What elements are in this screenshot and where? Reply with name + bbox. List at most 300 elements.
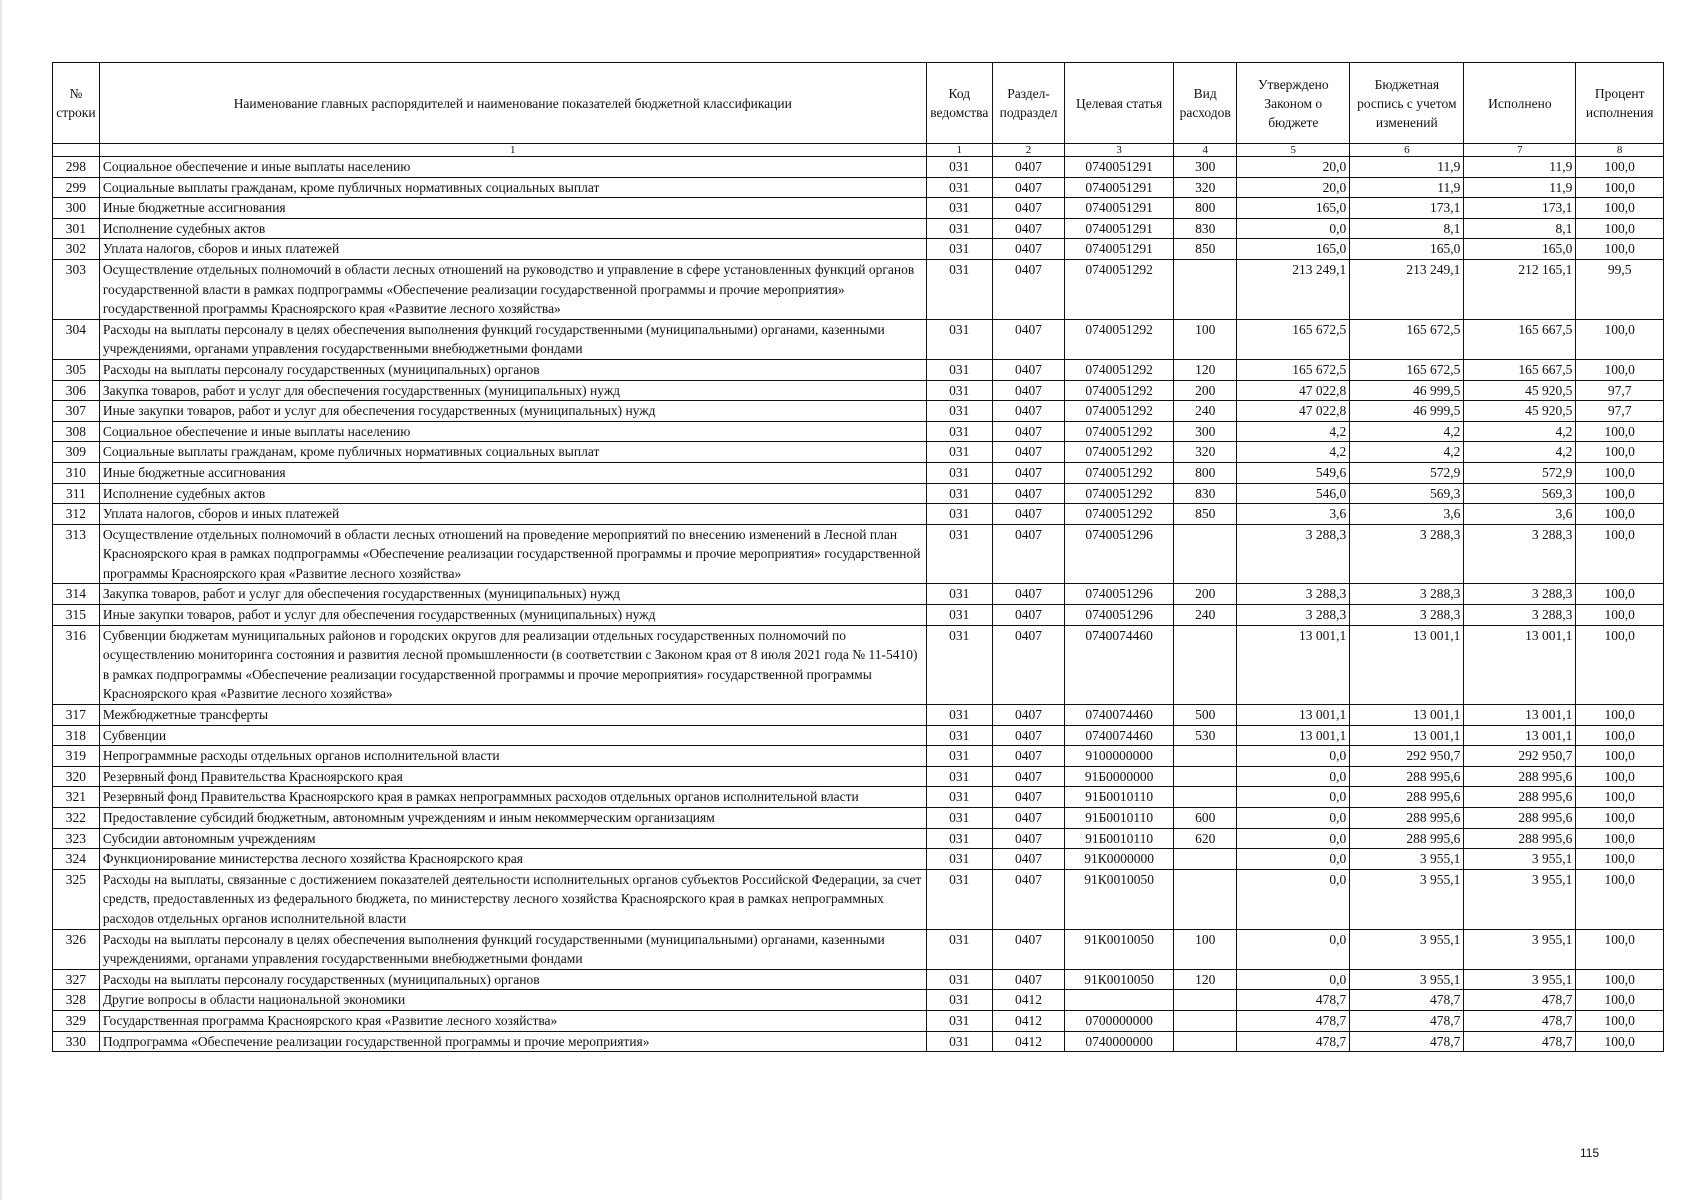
row-kind: 100 <box>1174 319 1237 359</box>
row-percent: 100,0 <box>1576 746 1664 767</box>
header-code: Код ведомства <box>926 63 992 144</box>
row-name: Расходы на выплаты, связанные с достижением показателей деятельности исполнительных органов субъектов Российской Федерации, за счет средств, предоставленных из федерального бюджета, по министерству лесного хозяйства Красноярского края в рамках непрограммных расходов отдельных органов исполнительной власти <box>99 869 926 929</box>
row-target: 0740051291 <box>1065 157 1174 178</box>
header-target: Целевая статья <box>1065 63 1174 144</box>
row-section: 0407 <box>992 787 1064 808</box>
row-code: 031 <box>926 524 992 584</box>
table-row <box>53 380 1664 401</box>
row-section: 0407 <box>992 869 1064 929</box>
row-approved: 13 001,1 <box>1237 625 1350 704</box>
row-executed: 165 667,5 <box>1464 359 1576 380</box>
row-code: 031 <box>926 929 992 969</box>
row-target: 91Б0010110 <box>1065 787 1174 808</box>
row-executed: 8,1 <box>1464 218 1576 239</box>
row-percent: 100,0 <box>1576 218 1664 239</box>
header-name: Наименование главных распорядителей и наименование показателей бюджетной классификации <box>99 63 926 144</box>
row-number: 303 <box>53 259 100 319</box>
row-target: 0740051292 <box>1065 401 1174 422</box>
row-kind: 240 <box>1174 605 1237 626</box>
row-code: 031 <box>926 1031 992 1052</box>
row-approved: 20,0 <box>1237 157 1350 178</box>
table-row <box>53 401 1664 422</box>
table-row <box>53 239 1664 260</box>
row-number: 324 <box>53 849 100 870</box>
row-budget: 288 995,6 <box>1350 787 1464 808</box>
row-number: 313 <box>53 524 100 584</box>
row-code: 031 <box>926 869 992 929</box>
row-section: 0407 <box>992 259 1064 319</box>
row-executed: 288 995,6 <box>1464 808 1576 829</box>
row-name: Расходы на выплаты персоналу государственных (муниципальных) органов <box>99 359 926 380</box>
row-executed: 478,7 <box>1464 1010 1576 1031</box>
row-name: Осуществление отдельных полномочий в области лесных отношений на руководство и управление в сфере установленных функций органов государственной власти в рамках подпрограммы «Обеспечение реализации государственной программы и прочие мероприятия» государственной программы Красноярского края «Развитие лесного хозяйства» <box>99 259 926 319</box>
row-executed: 478,7 <box>1464 990 1576 1011</box>
row-target: 0740051292 <box>1065 380 1174 401</box>
row-code: 031 <box>926 625 992 704</box>
row-code: 031 <box>926 746 992 767</box>
row-section: 0407 <box>992 584 1064 605</box>
row-number: 328 <box>53 990 100 1011</box>
row-approved: 3 288,3 <box>1237 584 1350 605</box>
table-row <box>53 746 1664 767</box>
row-number: 322 <box>53 808 100 829</box>
table-row <box>53 584 1664 605</box>
row-kind: 320 <box>1174 442 1237 463</box>
row-approved: 3,6 <box>1237 504 1350 525</box>
table-row <box>53 929 1664 969</box>
row-name: Иные бюджетные ассигнования <box>99 462 926 483</box>
row-target: 0740051296 <box>1065 584 1174 605</box>
row-code: 031 <box>926 442 992 463</box>
row-number: 308 <box>53 421 100 442</box>
budget-report-page <box>52 62 1664 1052</box>
row-kind: 300 <box>1174 421 1237 442</box>
row-approved: 0,0 <box>1237 218 1350 239</box>
row-section: 0412 <box>992 1010 1064 1031</box>
row-target: 91К0000000 <box>1065 849 1174 870</box>
row-section: 0407 <box>992 504 1064 525</box>
table-row <box>53 705 1664 726</box>
row-section: 0407 <box>992 725 1064 746</box>
header-section: Раздел-подраздел <box>992 63 1064 144</box>
row-percent: 100,0 <box>1576 319 1664 359</box>
row-target: 91Б0000000 <box>1065 766 1174 787</box>
row-section: 0407 <box>992 421 1064 442</box>
row-section: 0407 <box>992 198 1064 219</box>
table-row <box>53 969 1664 990</box>
row-name: Субсидии автономным учреждениям <box>99 828 926 849</box>
row-name: Уплата налогов, сборов и иных платежей <box>99 239 926 260</box>
row-target: 0740051292 <box>1065 359 1174 380</box>
row-budget: 292 950,7 <box>1350 746 1464 767</box>
row-executed: 288 995,6 <box>1464 828 1576 849</box>
row-target: 91Б0010110 <box>1065 808 1174 829</box>
row-approved: 213 249,1 <box>1237 259 1350 319</box>
row-budget: 478,7 <box>1350 1031 1464 1052</box>
row-budget: 3,6 <box>1350 504 1464 525</box>
row-name: Иные закупки товаров, работ и услуг для обеспечения государственных (муниципальных) нужд <box>99 605 926 626</box>
table-row <box>53 766 1664 787</box>
row-percent: 100,0 <box>1576 198 1664 219</box>
row-number: 314 <box>53 584 100 605</box>
row-kind <box>1174 1031 1237 1052</box>
row-number: 317 <box>53 705 100 726</box>
row-percent: 100,0 <box>1576 584 1664 605</box>
table-row <box>53 421 1664 442</box>
column-number: 2 <box>992 144 1064 157</box>
row-approved: 0,0 <box>1237 787 1350 808</box>
row-executed: 3 955,1 <box>1464 869 1576 929</box>
row-budget: 3 955,1 <box>1350 969 1464 990</box>
row-percent: 100,0 <box>1576 504 1664 525</box>
table-row <box>53 442 1664 463</box>
row-kind: 120 <box>1174 969 1237 990</box>
row-kind: 530 <box>1174 725 1237 746</box>
row-section: 0407 <box>992 625 1064 704</box>
row-executed: 11,9 <box>1464 157 1576 178</box>
row-section: 0407 <box>992 746 1064 767</box>
row-approved: 47 022,8 <box>1237 401 1350 422</box>
row-budget: 213 249,1 <box>1350 259 1464 319</box>
row-target: 0700000000 <box>1065 1010 1174 1031</box>
row-section: 0407 <box>992 766 1064 787</box>
row-percent: 100,0 <box>1576 969 1664 990</box>
row-target: 0740051292 <box>1065 462 1174 483</box>
row-number: 302 <box>53 239 100 260</box>
row-name: Социальные выплаты гражданам, кроме публичных нормативных социальных выплат <box>99 177 926 198</box>
row-name: Субвенции бюджетам муниципальных районов и городских округов для реализации отдельных государственных полномочий по осуществлению мониторинга состояния и развития лесной промышленности (в соответствии с Законом края от 8 июля 2021 года № 11-5410) в рамках подпрограммы «Обеспечение реализации государственной программы и прочие мероприятия» государственной программы Красноярского края «Развитие лесного хозяйства» <box>99 625 926 704</box>
row-target: 0740000000 <box>1065 1031 1174 1052</box>
row-section: 0407 <box>992 524 1064 584</box>
row-approved: 546,0 <box>1237 483 1350 504</box>
table-row <box>53 990 1664 1011</box>
row-kind: 830 <box>1174 483 1237 504</box>
column-number-row <box>53 144 1664 157</box>
row-target: 91К0010050 <box>1065 929 1174 969</box>
row-code: 031 <box>926 198 992 219</box>
row-target: 0740074460 <box>1065 725 1174 746</box>
row-approved: 478,7 <box>1237 1031 1350 1052</box>
column-number: 6 <box>1350 144 1464 157</box>
table-row <box>53 828 1664 849</box>
row-kind: 500 <box>1174 705 1237 726</box>
row-name: Резервный фонд Правительства Красноярского края в рамках непрограммных расходов отдельных органов исполнительной власти <box>99 787 926 808</box>
row-number: 304 <box>53 319 100 359</box>
row-section: 0407 <box>992 929 1064 969</box>
row-target: 0740051296 <box>1065 524 1174 584</box>
row-section: 0407 <box>992 442 1064 463</box>
row-approved: 0,0 <box>1237 869 1350 929</box>
row-kind <box>1174 259 1237 319</box>
row-budget: 3 955,1 <box>1350 849 1464 870</box>
row-name: Предоставление субсидий бюджетным, автономным учреждениям и иным некоммерческим организациям <box>99 808 926 829</box>
row-name: Подпрограмма «Обеспечение реализации государственной программы и прочие мероприятия» <box>99 1031 926 1052</box>
row-number: 330 <box>53 1031 100 1052</box>
row-percent: 100,0 <box>1576 929 1664 969</box>
column-number: 8 <box>1576 144 1664 157</box>
row-kind <box>1174 746 1237 767</box>
row-approved: 0,0 <box>1237 766 1350 787</box>
row-number: 305 <box>53 359 100 380</box>
row-budget: 11,9 <box>1350 157 1464 178</box>
row-kind: 850 <box>1174 504 1237 525</box>
table-row <box>53 808 1664 829</box>
row-name: Осуществление отдельных полномочий в области лесных отношений на проведение мероприятий по внесению изменений в Лесной план Красноярского края в рамках подпрограммы «Обеспечение реализации государственной программы и прочие мероприятия» государственной программы Красноярского края «Развитие лесного хозяйства» <box>99 524 926 584</box>
row-section: 0407 <box>992 605 1064 626</box>
row-number: 310 <box>53 462 100 483</box>
row-percent: 100,0 <box>1576 849 1664 870</box>
row-code: 031 <box>926 725 992 746</box>
row-kind <box>1174 869 1237 929</box>
row-executed: 569,3 <box>1464 483 1576 504</box>
column-number: 1 <box>99 144 926 157</box>
row-code: 031 <box>926 483 992 504</box>
row-target: 0740051292 <box>1065 259 1174 319</box>
row-budget: 173,1 <box>1350 198 1464 219</box>
table-row <box>53 869 1664 929</box>
row-number: 323 <box>53 828 100 849</box>
row-number: 315 <box>53 605 100 626</box>
row-budget: 46 999,5 <box>1350 401 1464 422</box>
row-budget: 288 995,6 <box>1350 828 1464 849</box>
row-code: 031 <box>926 421 992 442</box>
row-budget: 13 001,1 <box>1350 705 1464 726</box>
row-percent: 100,0 <box>1576 359 1664 380</box>
header-percent: Процент исполнения <box>1576 63 1664 144</box>
row-budget: 165,0 <box>1350 239 1464 260</box>
table-row <box>53 504 1664 525</box>
row-kind: 320 <box>1174 177 1237 198</box>
row-section: 0407 <box>992 483 1064 504</box>
row-target: 0740051296 <box>1065 605 1174 626</box>
row-percent: 100,0 <box>1576 1031 1664 1052</box>
table-row <box>53 524 1664 584</box>
row-executed: 165 667,5 <box>1464 319 1576 359</box>
row-percent: 100,0 <box>1576 239 1664 260</box>
row-approved: 549,6 <box>1237 462 1350 483</box>
row-kind: 600 <box>1174 808 1237 829</box>
row-approved: 0,0 <box>1237 808 1350 829</box>
row-code: 031 <box>926 462 992 483</box>
table-row <box>53 259 1664 319</box>
row-kind: 200 <box>1174 584 1237 605</box>
header-budget: Бюджетная роспись с учетом изменений <box>1350 63 1464 144</box>
column-number: 1 <box>926 144 992 157</box>
row-name: Другие вопросы в области национальной экономики <box>99 990 926 1011</box>
row-code: 031 <box>926 380 992 401</box>
row-approved: 0,0 <box>1237 828 1350 849</box>
row-code: 031 <box>926 319 992 359</box>
row-kind: 300 <box>1174 157 1237 178</box>
row-executed: 3,6 <box>1464 504 1576 525</box>
row-kind <box>1174 766 1237 787</box>
row-percent: 100,0 <box>1576 483 1664 504</box>
table-row <box>53 605 1664 626</box>
column-number: 3 <box>1065 144 1174 157</box>
row-code: 031 <box>926 177 992 198</box>
row-kind: 120 <box>1174 359 1237 380</box>
table-row <box>53 1010 1664 1031</box>
row-percent: 100,0 <box>1576 442 1664 463</box>
row-name: Иные бюджетные ассигнования <box>99 198 926 219</box>
row-budget: 288 995,6 <box>1350 766 1464 787</box>
row-kind <box>1174 990 1237 1011</box>
row-executed: 13 001,1 <box>1464 725 1576 746</box>
row-section: 0407 <box>992 849 1064 870</box>
row-approved: 13 001,1 <box>1237 725 1350 746</box>
row-percent: 100,0 <box>1576 787 1664 808</box>
table-row <box>53 359 1664 380</box>
row-executed: 288 995,6 <box>1464 766 1576 787</box>
row-percent: 100,0 <box>1576 705 1664 726</box>
row-name: Социальные выплаты гражданам, кроме публичных нормативных социальных выплат <box>99 442 926 463</box>
row-code: 031 <box>926 787 992 808</box>
row-approved: 47 022,8 <box>1237 380 1350 401</box>
row-code: 031 <box>926 808 992 829</box>
row-kind <box>1174 1010 1237 1031</box>
row-section: 0407 <box>992 239 1064 260</box>
row-approved: 165 672,5 <box>1237 319 1350 359</box>
row-code: 031 <box>926 705 992 726</box>
budget-table <box>52 62 1664 1052</box>
row-budget: 165 672,5 <box>1350 319 1464 359</box>
row-budget: 4,2 <box>1350 442 1464 463</box>
row-number: 327 <box>53 969 100 990</box>
row-target: 0740051291 <box>1065 218 1174 239</box>
row-name: Государственная программа Красноярского края «Развитие лесного хозяйства» <box>99 1010 926 1031</box>
row-kind <box>1174 625 1237 704</box>
row-percent: 100,0 <box>1576 625 1664 704</box>
table-body <box>53 157 1664 1052</box>
row-target: 0740051292 <box>1065 421 1174 442</box>
row-section: 0407 <box>992 808 1064 829</box>
row-number: 316 <box>53 625 100 704</box>
row-name: Расходы на выплаты персоналу государственных (муниципальных) органов <box>99 969 926 990</box>
row-name: Иные закупки товаров, работ и услуг для обеспечения государственных (муниципальных) нужд <box>99 401 926 422</box>
row-executed: 3 288,3 <box>1464 605 1576 626</box>
row-percent: 97,7 <box>1576 380 1664 401</box>
row-approved: 165,0 <box>1237 198 1350 219</box>
row-kind <box>1174 849 1237 870</box>
row-budget: 478,7 <box>1350 990 1464 1011</box>
row-target <box>1065 990 1174 1011</box>
row-budget: 46 999,5 <box>1350 380 1464 401</box>
row-target: 0740051292 <box>1065 442 1174 463</box>
row-percent: 97,7 <box>1576 401 1664 422</box>
column-number: 4 <box>1174 144 1237 157</box>
row-kind: 800 <box>1174 198 1237 219</box>
row-approved: 13 001,1 <box>1237 705 1350 726</box>
table-row <box>53 725 1664 746</box>
row-number: 306 <box>53 380 100 401</box>
row-number: 320 <box>53 766 100 787</box>
row-target: 0740051292 <box>1065 504 1174 525</box>
row-name: Субвенции <box>99 725 926 746</box>
row-executed: 13 001,1 <box>1464 705 1576 726</box>
row-code: 031 <box>926 218 992 239</box>
row-code: 031 <box>926 969 992 990</box>
row-budget: 3 955,1 <box>1350 929 1464 969</box>
header-kind: Вид расходов <box>1174 63 1237 144</box>
page-number: 115 <box>1580 1146 1600 1160</box>
column-number-blank <box>53 144 100 157</box>
row-code: 031 <box>926 605 992 626</box>
row-executed: 212 165,1 <box>1464 259 1576 319</box>
row-kind: 620 <box>1174 828 1237 849</box>
row-executed: 3 955,1 <box>1464 969 1576 990</box>
row-number: 321 <box>53 787 100 808</box>
row-section: 0407 <box>992 380 1064 401</box>
row-target: 91К0010050 <box>1065 969 1174 990</box>
row-number: 309 <box>53 442 100 463</box>
row-approved: 478,7 <box>1237 990 1350 1011</box>
row-target: 0740074460 <box>1065 625 1174 704</box>
row-number: 318 <box>53 725 100 746</box>
row-kind: 200 <box>1174 380 1237 401</box>
header-approved: Утверждено Законом о бюджете <box>1237 63 1350 144</box>
row-executed: 3 288,3 <box>1464 524 1576 584</box>
row-kind <box>1174 524 1237 584</box>
row-target: 91К0010050 <box>1065 869 1174 929</box>
row-section: 0412 <box>992 1031 1064 1052</box>
row-budget: 13 001,1 <box>1350 625 1464 704</box>
row-executed: 4,2 <box>1464 421 1576 442</box>
row-number: 300 <box>53 198 100 219</box>
row-percent: 100,0 <box>1576 462 1664 483</box>
row-kind <box>1174 787 1237 808</box>
column-number: 7 <box>1464 144 1576 157</box>
table-row <box>53 462 1664 483</box>
row-name: Закупка товаров, работ и услуг для обеспечения государственных (муниципальных) нужд <box>99 380 926 401</box>
row-approved: 165,0 <box>1237 239 1350 260</box>
row-percent: 100,0 <box>1576 605 1664 626</box>
row-section: 0407 <box>992 969 1064 990</box>
row-percent: 99,5 <box>1576 259 1664 319</box>
scan-edge <box>0 0 2 1200</box>
row-executed: 478,7 <box>1464 1031 1576 1052</box>
table-row <box>53 625 1664 704</box>
row-approved: 4,2 <box>1237 421 1350 442</box>
row-executed: 165,0 <box>1464 239 1576 260</box>
row-kind: 100 <box>1174 929 1237 969</box>
row-approved: 20,0 <box>1237 177 1350 198</box>
row-code: 031 <box>926 359 992 380</box>
row-kind: 800 <box>1174 462 1237 483</box>
row-percent: 100,0 <box>1576 1010 1664 1031</box>
table-row <box>53 218 1664 239</box>
row-number: 301 <box>53 218 100 239</box>
row-section: 0407 <box>992 359 1064 380</box>
row-budget: 4,2 <box>1350 421 1464 442</box>
row-approved: 165 672,5 <box>1237 359 1350 380</box>
table-row <box>53 787 1664 808</box>
row-number: 312 <box>53 504 100 525</box>
row-target: 0740051291 <box>1065 239 1174 260</box>
row-approved: 0,0 <box>1237 746 1350 767</box>
row-name: Межбюджетные трансферты <box>99 705 926 726</box>
table-row <box>53 849 1664 870</box>
row-code: 031 <box>926 828 992 849</box>
row-executed: 4,2 <box>1464 442 1576 463</box>
row-name: Уплата налогов, сборов и иных платежей <box>99 504 926 525</box>
row-approved: 478,7 <box>1237 1010 1350 1031</box>
table-row <box>53 319 1664 359</box>
row-budget: 3 288,3 <box>1350 605 1464 626</box>
row-target: 91Б0010110 <box>1065 828 1174 849</box>
row-number: 307 <box>53 401 100 422</box>
row-name: Функционирование министерства лесного хозяйства Красноярского края <box>99 849 926 870</box>
row-code: 031 <box>926 157 992 178</box>
